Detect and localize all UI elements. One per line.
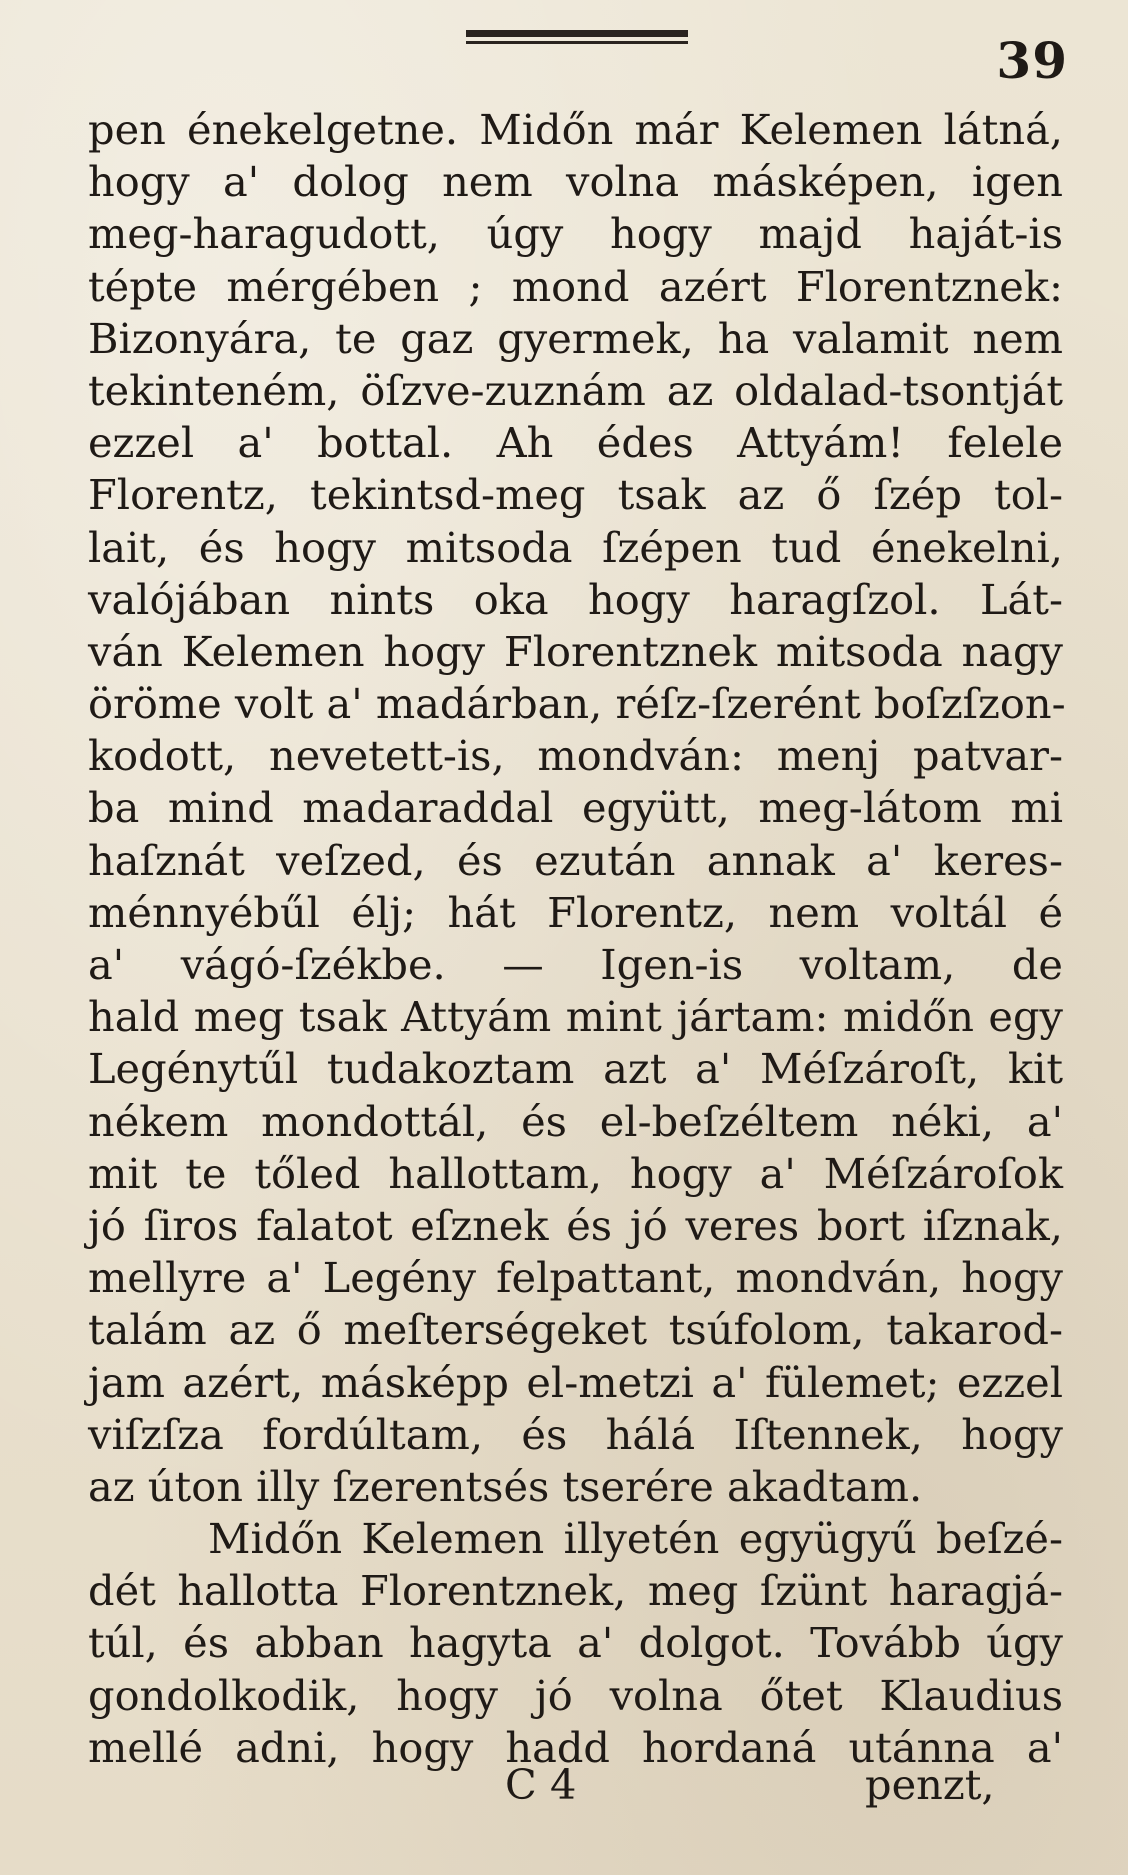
catchword: penzt, <box>865 1760 995 1809</box>
text-line: ménnyébűl élj; hát Florentz, nem voltál é <box>88 887 1063 937</box>
signature-mark: C 4 <box>505 1760 577 1809</box>
header-rule-thin <box>466 41 688 44</box>
page-number: 39 <box>996 31 1068 90</box>
text-line: hogy a' dolog nem volna másképen, igen <box>88 157 1063 207</box>
text-line: valójában nints oka hogy haragſzol. Lát- <box>88 574 1063 624</box>
text-line: nékem mondottál, és el-beſzéltem néki, a' <box>88 1096 1063 1146</box>
text-line: lait, és hogy mitsoda ſzépen tud énekelni, <box>88 522 1063 572</box>
text-line: hald meg tsak Attyám mint jártam: midőn egy <box>88 992 1063 1042</box>
text-line: haſznát veſzed, és ezután annak a' keres- <box>88 835 1063 885</box>
text-line: tekinteném, öſzve-zuznám az oldalad-tsontját <box>88 365 1063 415</box>
text-line: meg-haragudott, úgy hogy majd haját-is <box>88 209 1063 259</box>
text-line: Bizonyára, te gaz gyermek, ha valamit nem <box>88 313 1063 363</box>
text-line: öröme volt a' madárban, réſz-ſzerént boſzſzon- <box>88 679 1066 729</box>
text-line: Legénytűl tudakoztam azt a' Méſzároſt, kit <box>88 1044 1063 1094</box>
text-line: a' vágó-ſzékbe. — Igen-is voltam, de <box>88 940 1063 989</box>
text-line: jó ſiros falatot eſznek és jó veres bort iſznak, <box>88 1200 1063 1250</box>
text-line: ezzel a' bottal. Ah édes Attyám! felele <box>88 418 1063 468</box>
text-line: mellé adni, hogy hadd hordaná utánna a' <box>88 1722 1063 1772</box>
body-text <box>88 104 1066 1774</box>
text-line: pen énekelgetne. Midőn már Kelemen látná, <box>88 105 1063 154</box>
text-line: túl, és abban hagyta a' dolgot. Tovább úgy <box>88 1618 1063 1668</box>
text-line: Florentz, tekintsd-meg tsak az ő ſzép tol- <box>88 470 1063 520</box>
text-line: ván Kelemen hogy Florentznek mitsoda nagy <box>88 626 1063 676</box>
header-rule-thick <box>466 30 688 37</box>
text-line: viſzſza fordúltam, és hálá Iſtennek, hogy <box>88 1409 1063 1459</box>
text-line: tépte mérgében ; mond azért Florentznek: <box>88 261 1063 311</box>
page-footer <box>0 1760 1128 1820</box>
text-line: gondolkodik, hogy jó volna őtet Klaudius <box>88 1670 1063 1720</box>
text-line: jam azért, másképp el-metzi a' fülemet; ezzel <box>88 1357 1063 1407</box>
text-line: dét hallotta Florentznek, meg ſzünt haragjá- <box>88 1566 1063 1616</box>
text-line: mellyre a' Legény felpattant, mondván, hogy <box>88 1253 1063 1303</box>
text-line: mit te tőled hallottam, hogy a' Méſzároſok <box>88 1148 1063 1198</box>
text-line-paragraph-end: az úton illy ſzerentsés tserére akadtam. <box>88 1461 923 1511</box>
header-rule-ornament <box>466 30 688 48</box>
text-line: ba mind madaraddal együtt, meg-látom mi <box>88 783 1063 833</box>
text-line: kodott, nevetett-is, mondván: menj patvar- <box>88 731 1063 781</box>
text-line-paragraph-start: Midőn Kelemen illyetén együgyű beſzé- <box>208 1514 1063 1564</box>
text-line: talám az ő meſterségeket tsúfolom, takarod- <box>88 1305 1063 1355</box>
